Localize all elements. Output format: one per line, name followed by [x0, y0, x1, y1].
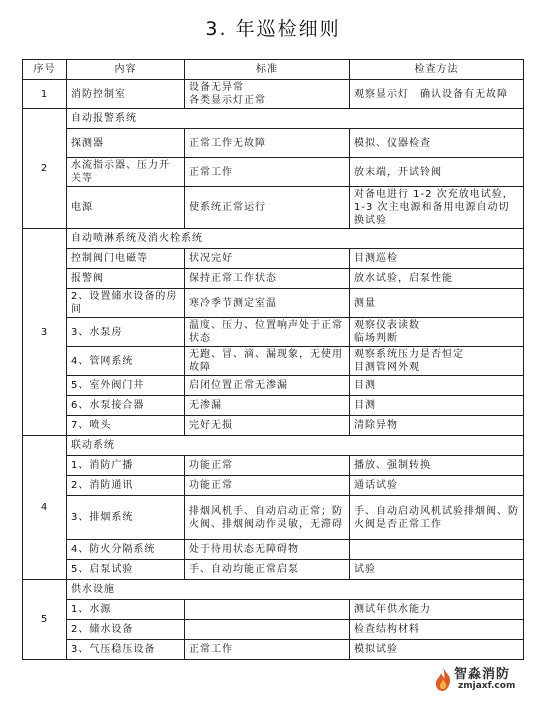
- table-row: [23, 249, 524, 269]
- row-standard: 无跑、冒、滴、漏现象，无使用故障: [185, 347, 350, 376]
- row-standard: 完好无损: [185, 416, 350, 436]
- header-no: 序号: [23, 60, 67, 80]
- row-standard: 无渗漏: [185, 396, 350, 416]
- table-row: [23, 376, 524, 396]
- row-method: 检查结构材料: [350, 620, 524, 640]
- row-standard: 温度、压力、位置响声处于正常状态: [185, 318, 350, 347]
- row-standard: 功能正常: [185, 476, 350, 496]
- table-row: [23, 347, 524, 376]
- header-standard: 标准: [185, 60, 350, 80]
- section-title: 自动报警系统: [67, 109, 524, 129]
- row-method: [350, 540, 524, 560]
- row-content: 报警阀: [67, 269, 185, 289]
- row-content: 水流指示器、压力开关等: [67, 158, 185, 187]
- row-method: 模拟试验: [350, 640, 524, 660]
- row-content: 1、水源: [67, 600, 185, 620]
- row-number: 2: [23, 109, 67, 229]
- row-method: 清除异物: [350, 416, 524, 436]
- section-row: [23, 229, 524, 249]
- row-method: 放末端，开试铃阀: [350, 158, 524, 187]
- header-method: 检查方法: [350, 60, 524, 80]
- section-row: [23, 436, 524, 456]
- row-method: 目测巡检: [350, 249, 524, 269]
- table-row: [23, 476, 524, 496]
- table-row: [23, 269, 524, 289]
- row-method: 通话试验: [350, 476, 524, 496]
- row-method: 模拟、仪器检查: [350, 129, 524, 158]
- section-title: 联动系统: [67, 436, 524, 456]
- table-row: [23, 560, 524, 580]
- section-row: [23, 109, 524, 129]
- table-row: [23, 129, 524, 158]
- row-standard: 手、自动均能正常启泵: [185, 560, 350, 580]
- row-content: 2、储水设备: [67, 620, 185, 640]
- row-standard: 排烟风机手、自动启动正常；防火阀、排烟阀动作灵敏，无滞碍: [185, 496, 350, 540]
- row-content: 5、启泵试验: [67, 560, 185, 580]
- section-title: 自动喷淋系统及消火栓系统: [67, 229, 524, 249]
- watermark-url: zmjaxf.com: [458, 681, 516, 691]
- row-number: 5: [23, 580, 67, 660]
- row-content: 4、防火分隔系统: [67, 540, 185, 560]
- row-content: 3、排烟系统: [67, 496, 185, 540]
- section-title: 供水设施: [67, 580, 524, 600]
- row-method: 放水试验，启泵性能: [350, 269, 524, 289]
- table-row: [23, 289, 524, 318]
- watermark-name: 智淼消防: [454, 667, 511, 682]
- row-standard: 正常工作: [185, 158, 350, 187]
- row-standard: [185, 620, 350, 640]
- row-standard: 功能正常: [185, 456, 350, 476]
- row-content: 5、室外阀门井: [67, 376, 185, 396]
- row-content: 4、管网系统: [67, 347, 185, 376]
- table-row: [23, 600, 524, 620]
- row-content: 消防控制室: [67, 80, 185, 109]
- table-row: [23, 540, 524, 560]
- row-standard: 保持正常工作状态: [185, 269, 350, 289]
- row-content: 探测器: [67, 129, 185, 158]
- page-title: 3. 年巡检细则: [205, 18, 341, 40]
- row-standard: 设备无异常 各类显示灯正常: [185, 80, 350, 109]
- row-method: 手、自动启动风机试验排烟阀、防火阀是否正常工作: [350, 496, 524, 540]
- table-row: [23, 396, 524, 416]
- table-row: [23, 640, 524, 660]
- table-row: [23, 80, 524, 109]
- row-standard: 寒冷季节测定室温: [185, 289, 350, 318]
- row-method: 观察仪表读数 临场判断: [350, 318, 524, 347]
- table-row: [23, 318, 524, 347]
- row-content: 1、消防广播: [67, 456, 185, 476]
- watermark: [432, 662, 542, 700]
- table-row: [23, 416, 524, 436]
- row-method: 对备电进行 1-2 次充放电试验，1-3 次主电源和备用电源自动切换试验: [350, 187, 524, 229]
- row-standard: 正常工作: [185, 640, 350, 660]
- row-content: 6、水泵接合器: [67, 396, 185, 416]
- row-method: 观察显示灯 确认设备有无故障: [350, 80, 524, 109]
- flame-logo-icon: [432, 666, 454, 692]
- row-method: 观察系统压力是否恒定 目测管网外观: [350, 347, 524, 376]
- row-method: 目测: [350, 376, 524, 396]
- table-row: [23, 496, 524, 540]
- row-content: 3、水泵房: [67, 318, 185, 347]
- row-number: 3: [23, 229, 67, 436]
- row-standard: 启闭位置正常无渗漏: [185, 376, 350, 396]
- row-standard: 状况完好: [185, 249, 350, 269]
- row-number: 4: [23, 436, 67, 580]
- header-content: 内容: [67, 60, 185, 80]
- row-content: 7、喷头: [67, 416, 185, 436]
- row-method: 测量: [350, 289, 524, 318]
- row-standard: 使系统正常运行: [185, 187, 350, 229]
- table-row: [23, 158, 524, 187]
- row-content: 3、气压稳压设备: [67, 640, 185, 660]
- table-row: [23, 187, 524, 229]
- row-number: 1: [23, 80, 67, 109]
- row-standard: [185, 600, 350, 620]
- row-content: 控制阀门电磁等: [67, 249, 185, 269]
- row-method: 目测: [350, 396, 524, 416]
- inspection-table: [22, 59, 524, 660]
- row-method: 播放、强制转换: [350, 456, 524, 476]
- row-content: 2、消防通讯: [67, 476, 185, 496]
- row-method: 试验: [350, 560, 524, 580]
- section-row: [23, 580, 524, 600]
- table-row: [23, 620, 524, 640]
- row-standard: 处于待用状态无障碍物: [185, 540, 350, 560]
- row-content: 电源: [67, 187, 185, 229]
- table-row: [23, 456, 524, 476]
- row-standard: 正常工作无故障: [185, 129, 350, 158]
- row-content: 2、设置储水设备的房间: [67, 289, 185, 318]
- row-method: 测试年供水能力: [350, 600, 524, 620]
- table-header-row: [23, 60, 524, 80]
